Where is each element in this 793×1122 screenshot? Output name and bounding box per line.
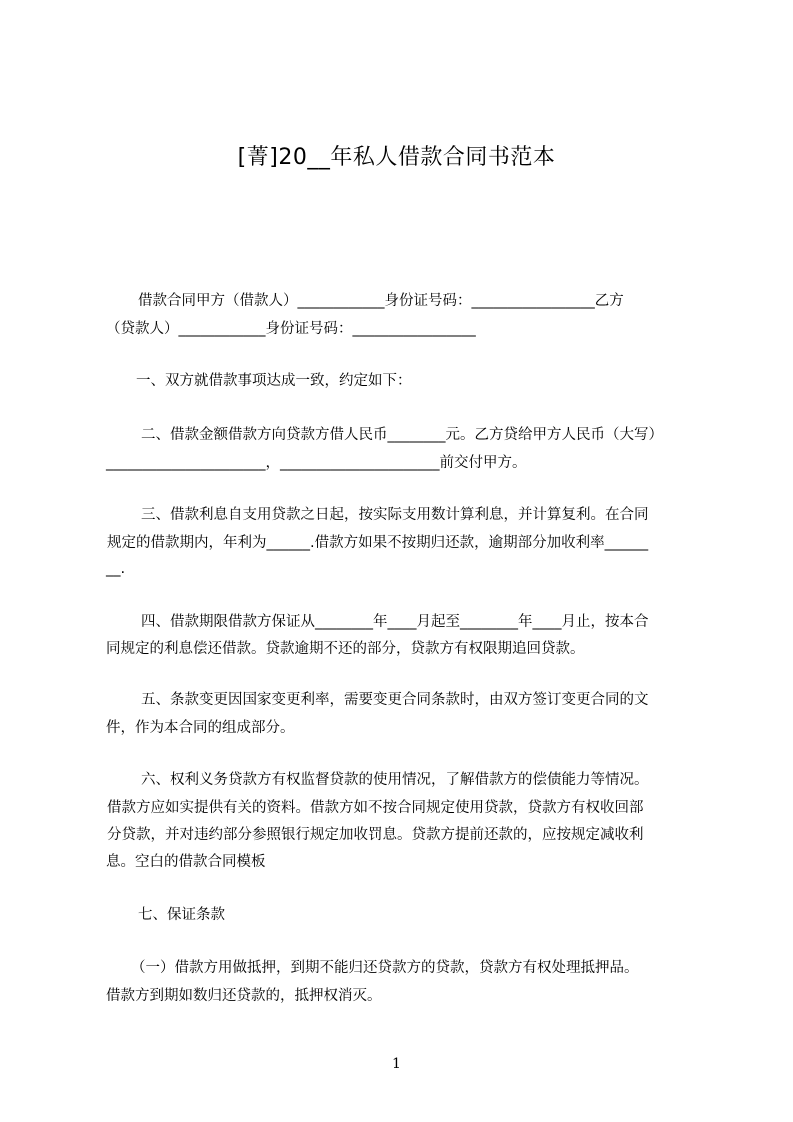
clause-3-line-2: 规定的借款期内，年利为______.借款方如果不按期归还款，逾期部分加收利率______: [107, 535, 649, 551]
clause-6-line-2: 借款方应如实提供有关的资料。借款方如不按合同规定使用贷款，贷款方有权收回部: [107, 800, 644, 816]
clause-7-heading: 七、保证条款: [138, 907, 225, 923]
clause-5-line-1: 五、条款变更因国家变更利率，需要变更合同条款时，由双方签订变更合同的文: [141, 692, 649, 708]
document-title: [菁]20__年私人借款合同书范本: [237, 145, 556, 170]
clause-2-line-2: ______________________，______________________前交付甲方。: [106, 455, 527, 471]
page-number: 1: [392, 1056, 401, 1072]
clause-1: 一、双方就借款事项达成一致，约定如下：: [136, 373, 412, 389]
clause-6-line-3: 分贷款，并对违约部分参照银行规定加收罚息。贷款方提前还款的，应按规定减收利: [107, 827, 644, 843]
clause-2-line-1: 二、借款金额借款方向贷款方借人民币________元。乙方贷给甲方人民币（大写）: [141, 427, 663, 443]
clause-6-line-4: 息。空白的借款合同模板: [106, 854, 266, 870]
party-b-line: （贷款人）____________身份证号码：_________________: [106, 321, 476, 337]
clause-7-1-line-2: 借款方到期如数归还贷款的，抵押权消灭。: [106, 988, 382, 1004]
party-a-line: 借款合同甲方（借款人）____________身份证号码：_________________乙方: [138, 293, 624, 309]
clause-3-line-3: __.: [106, 561, 126, 577]
clause-4-line-2: 同规定的利息偿还借款。贷款逾期不还的部分，贷款方有权限期追回贷款。: [106, 641, 585, 657]
clause-7-1-line-1: （一）借款方用做抵押，到期不能归还贷款方的贷款，贷款方有权处理抵押品。: [131, 960, 639, 976]
clause-4-line-1: 四、借款期限借款方保证从________年____月起至________年____月止，按本合: [141, 614, 649, 630]
clause-3-line-1: 三、借款利息自支用贷款之日起，按实际支用数计算利息，并计算复利。在合同: [141, 507, 649, 523]
clause-5-line-2: 件，作为本合同的组成部分。: [106, 720, 295, 736]
clause-6-line-1: 六、权利义务贷款方有权监督贷款的使用情况，了解借款方的偿债能力等情况。: [141, 772, 649, 788]
